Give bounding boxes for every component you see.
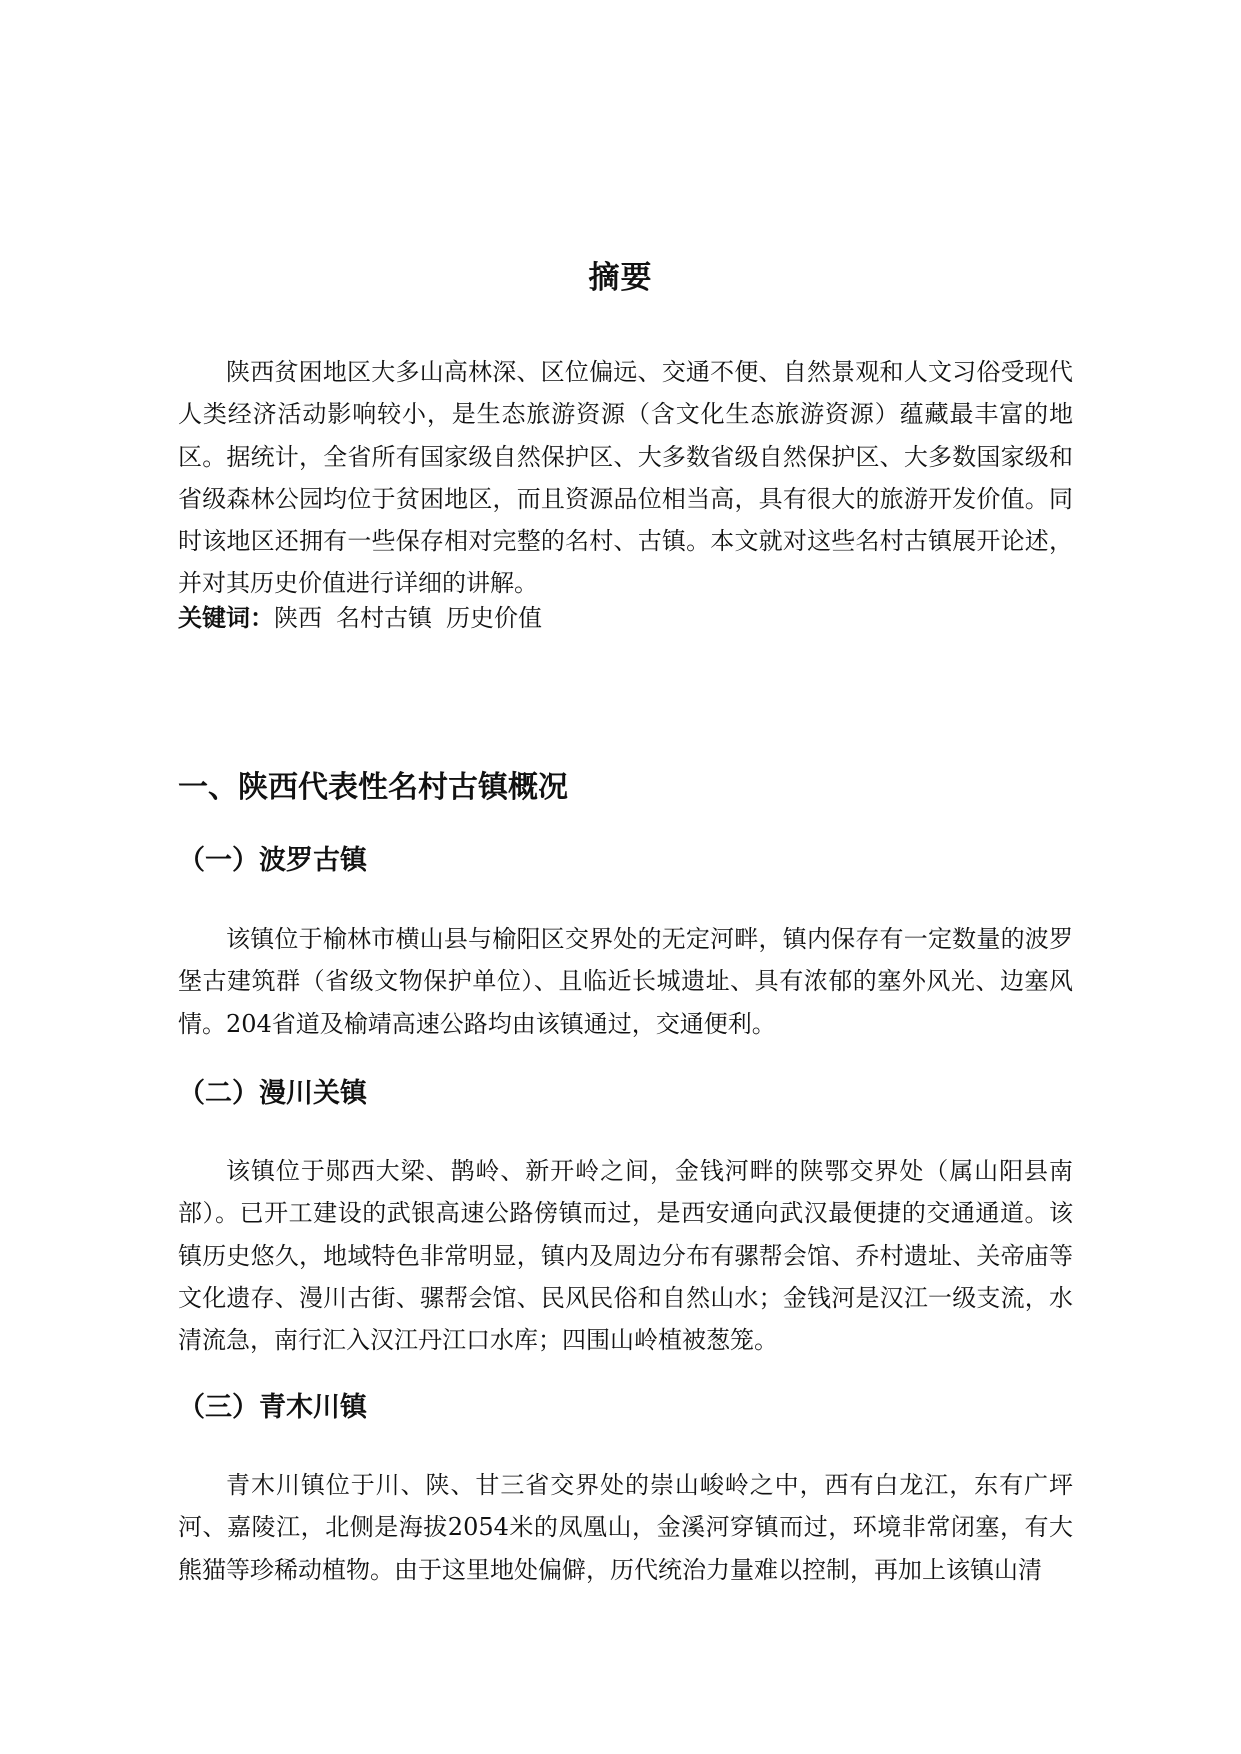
subsection-heading: （一）波罗古镇 (178, 845, 367, 876)
section-paragraph: 该镇位于郧西大梁、鹊岭、新开岭之间，金钱河畔的陕鄂交界处（属山阳县南部）。已开工建设的武银高速公路傍镇而过，是西安通向武汉最便捷的交通通道。该镇历史悠久，地域特色非常明显，镇内及周边分布有骡帮会馆、乔村遗址、关帝庙等文化遗存、漫川古街、骡帮会馆、民风民俗和自然山水；金钱河是汉江一级支流，水清流急，南行汇入汉江丹江口水库；四围山岭植被葱笼。 (178, 1157, 1073, 1355)
section-heading: 一、陕西代表性名村古镇概况 (178, 770, 568, 805)
abstract-paragraph: 陕西贫困地区大多山高林深、区位偏远、交通不便、自然景观和人文习俗受现代人类经济活动影响较小，是生态旅游资源（含文化生态旅游资源）蕴藏最丰富的地区。据统计，全省所有国家级自然保护区、大多数省级自然保护区、大多数国家级和省级森林公园均位于贫困地区，而且资源品位相当高，具有很大的旅游开发价值。同时该地区还拥有一些保存相对完整的名村、古镇。本文就对这些名村古镇展开论述，并对其历史价值进行详细的讲解。 (178, 358, 1073, 598)
subsection-heading: （二）漫川关镇 (178, 1078, 367, 1109)
keywords-line (178, 601, 556, 635)
keyword: 历史价值 (446, 604, 542, 632)
abstract-title: 摘要 (588, 260, 653, 296)
subsection-heading: （三）青木川镇 (178, 1392, 367, 1423)
keyword: 陕西 (274, 604, 322, 632)
keyword: 名村古镇 (336, 604, 432, 632)
section-paragraph: 该镇位于榆林市横山县与榆阳区交界处的无定河畔，镇内保存有一定数量的波罗堡古建筑群（省级文物保护单位）、且临近长城遗址、具有浓郁的塞外风光、边塞风情。204省道及榆靖高速公路均由该镇通过，交通便利。 (178, 925, 1073, 1038)
keywords-label: 关键词： (178, 604, 274, 632)
section-paragraph: 青木川镇位于川、陕、甘三省交界处的崇山峻岭之中，西有白龙江，东有广坪河、嘉陵江，北侧是海拔2054米的凤凰山，金溪河穿镇而过，环境非常闭塞，有大熊猫等珍稀动植物。由于这里地处偏僻，历代统治力量难以控制，再加上该镇山清 (178, 1471, 1073, 1584)
